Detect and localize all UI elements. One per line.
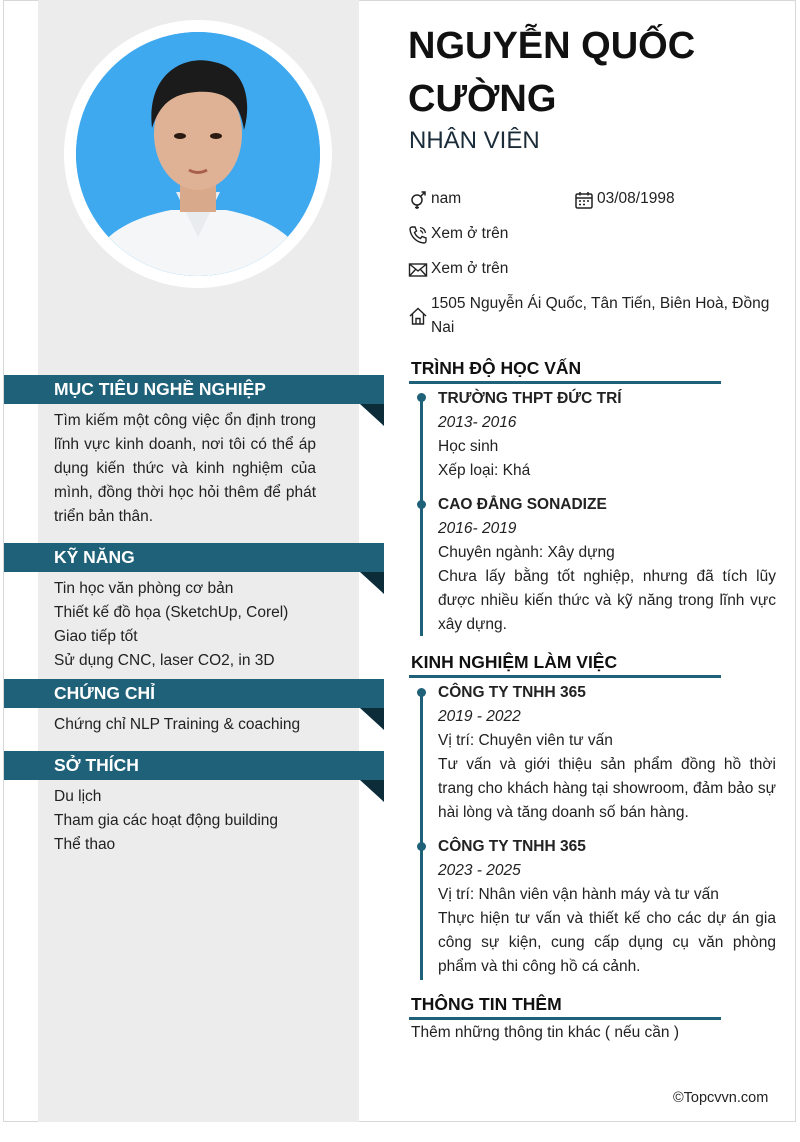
education-entry — [438, 387, 776, 483]
job-description: Thực hiện tư vấn và thiết kế cho các dự án gia công sự kiện, cung cấp dụng cụ văn phòng phẩm và thi công hồ cá cảnh. — [438, 910, 776, 975]
company-name: CÔNG TY TNHH 365 — [438, 684, 586, 701]
timeline-dot — [417, 688, 426, 697]
additional-info-text: Thêm những thông tin khác ( nếu cần ) — [411, 1024, 680, 1041]
timeline-dot — [417, 393, 426, 402]
section-header-experience: KINH NGHIỆM LÀM VIỆC — [411, 652, 618, 672]
education-detail: Chuyên ngành: Xây dựng — [438, 544, 615, 561]
list-item: Tham gia các hoạt động building — [54, 812, 279, 829]
study-period: 2016- 2019 — [438, 520, 517, 537]
education-detail: Chưa lấy bằng tốt nghiệp, nhưng đã tích lũy được nhiều kiến thức và kỹ năng trong lĩnh vực xây dựng. — [438, 568, 776, 633]
experience-entry — [438, 681, 776, 825]
profile-photo-frame — [64, 20, 332, 288]
footer-copyright: ©Topcvvn.com — [673, 1090, 769, 1106]
experience-entry — [438, 835, 776, 979]
work-period: 2023 - 2025 — [438, 862, 521, 879]
calendar-icon — [574, 190, 594, 210]
section-header-objective: MỤC TIÊU NGHỀ NGHIỆP — [4, 375, 384, 404]
section-header-skills: KỸ NĂNG — [4, 543, 384, 572]
list-item: Thể thao — [54, 836, 116, 853]
job-position: Vị trí: Nhân viên vận hành máy và tư vấn — [438, 886, 719, 903]
section-fold-decoration — [360, 780, 384, 802]
education-detail: Xếp loại: Khá — [438, 462, 531, 479]
list-item: Giao tiếp tốt — [54, 628, 138, 645]
address-value: 1505 Nguyễn Ái Quốc, Tân Tiến, Biên Hoà, Đồng Nai — [431, 295, 770, 336]
section-header-hobbies: SỞ THÍCH — [4, 751, 384, 780]
birthdate-value: 03/08/1998 — [597, 190, 675, 207]
gender-value: nam — [431, 190, 462, 207]
email-icon — [408, 260, 428, 280]
email-value: Xem ở trên — [431, 260, 509, 277]
section-fold-decoration — [360, 708, 384, 730]
section-fold-decoration — [360, 404, 384, 426]
study-period: 2013- 2016 — [438, 414, 517, 431]
home-icon — [408, 306, 428, 326]
certificates-list — [54, 713, 316, 737]
work-period: 2019 - 2022 — [438, 708, 521, 725]
company-name: CÔNG TY TNHH 365 — [438, 838, 586, 855]
objective-text: Tìm kiếm một công việc ổn định trong lĩnh vực kinh doanh, nơi tôi có thể áp dụng kiến thức và kinh nghiệm của mình, đồng thời học hỏi thêm để phát triển bản thân. — [54, 412, 316, 525]
timeline-line — [420, 400, 423, 636]
timeline-line — [420, 694, 423, 980]
list-item: Chứng chỉ NLP Training & coaching — [54, 716, 301, 733]
section-fold-decoration — [360, 572, 384, 594]
section-underline — [409, 1017, 721, 1020]
school-name: CAO ĐẲNG SONADIZE — [438, 496, 607, 513]
timeline-dot — [417, 500, 426, 509]
candidate-position: NHÂN VIÊN — [409, 127, 540, 154]
phone-value: Xem ở trên — [431, 225, 509, 242]
section-header-education: TRÌNH ĐỘ HỌC VẤN — [411, 358, 582, 378]
timeline-dot — [417, 842, 426, 851]
gender-icon — [408, 190, 428, 210]
education-entry — [438, 493, 776, 637]
list-item: Sử dụng CNC, laser CO2, in 3D — [54, 652, 275, 669]
profile-photo — [76, 32, 320, 276]
phone-icon — [408, 225, 428, 245]
list-item: Tin học văn phòng cơ bản — [54, 580, 234, 597]
school-name: TRƯỜNG THPT ĐỨC TRÍ — [438, 390, 622, 407]
list-item: Du lịch — [54, 788, 102, 805]
education-detail: Học sinh — [438, 438, 499, 455]
section-header-additional: THÔNG TIN THÊM — [411, 994, 562, 1014]
job-description: Tư vấn và giới thiệu sản phẩm đồng hồ thời trang cho khách hàng tại showroom, đảm bảo sự hài lòng và tăng doanh số bán hàng. — [438, 756, 776, 821]
skills-list — [54, 577, 316, 673]
section-underline — [409, 675, 721, 678]
job-position: Vị trí: Chuyên viên tư vấn — [438, 732, 613, 749]
person-illustration — [76, 32, 320, 276]
section-header-certificates: CHỨNG CHỈ — [4, 679, 384, 708]
section-underline — [409, 381, 721, 384]
list-item: Thiết kế đồ họa (SketchUp, Corel) — [54, 604, 289, 621]
candidate-name: NGUYỄN QUỐC CƯỜNG — [408, 25, 696, 120]
hobbies-list — [54, 785, 316, 857]
